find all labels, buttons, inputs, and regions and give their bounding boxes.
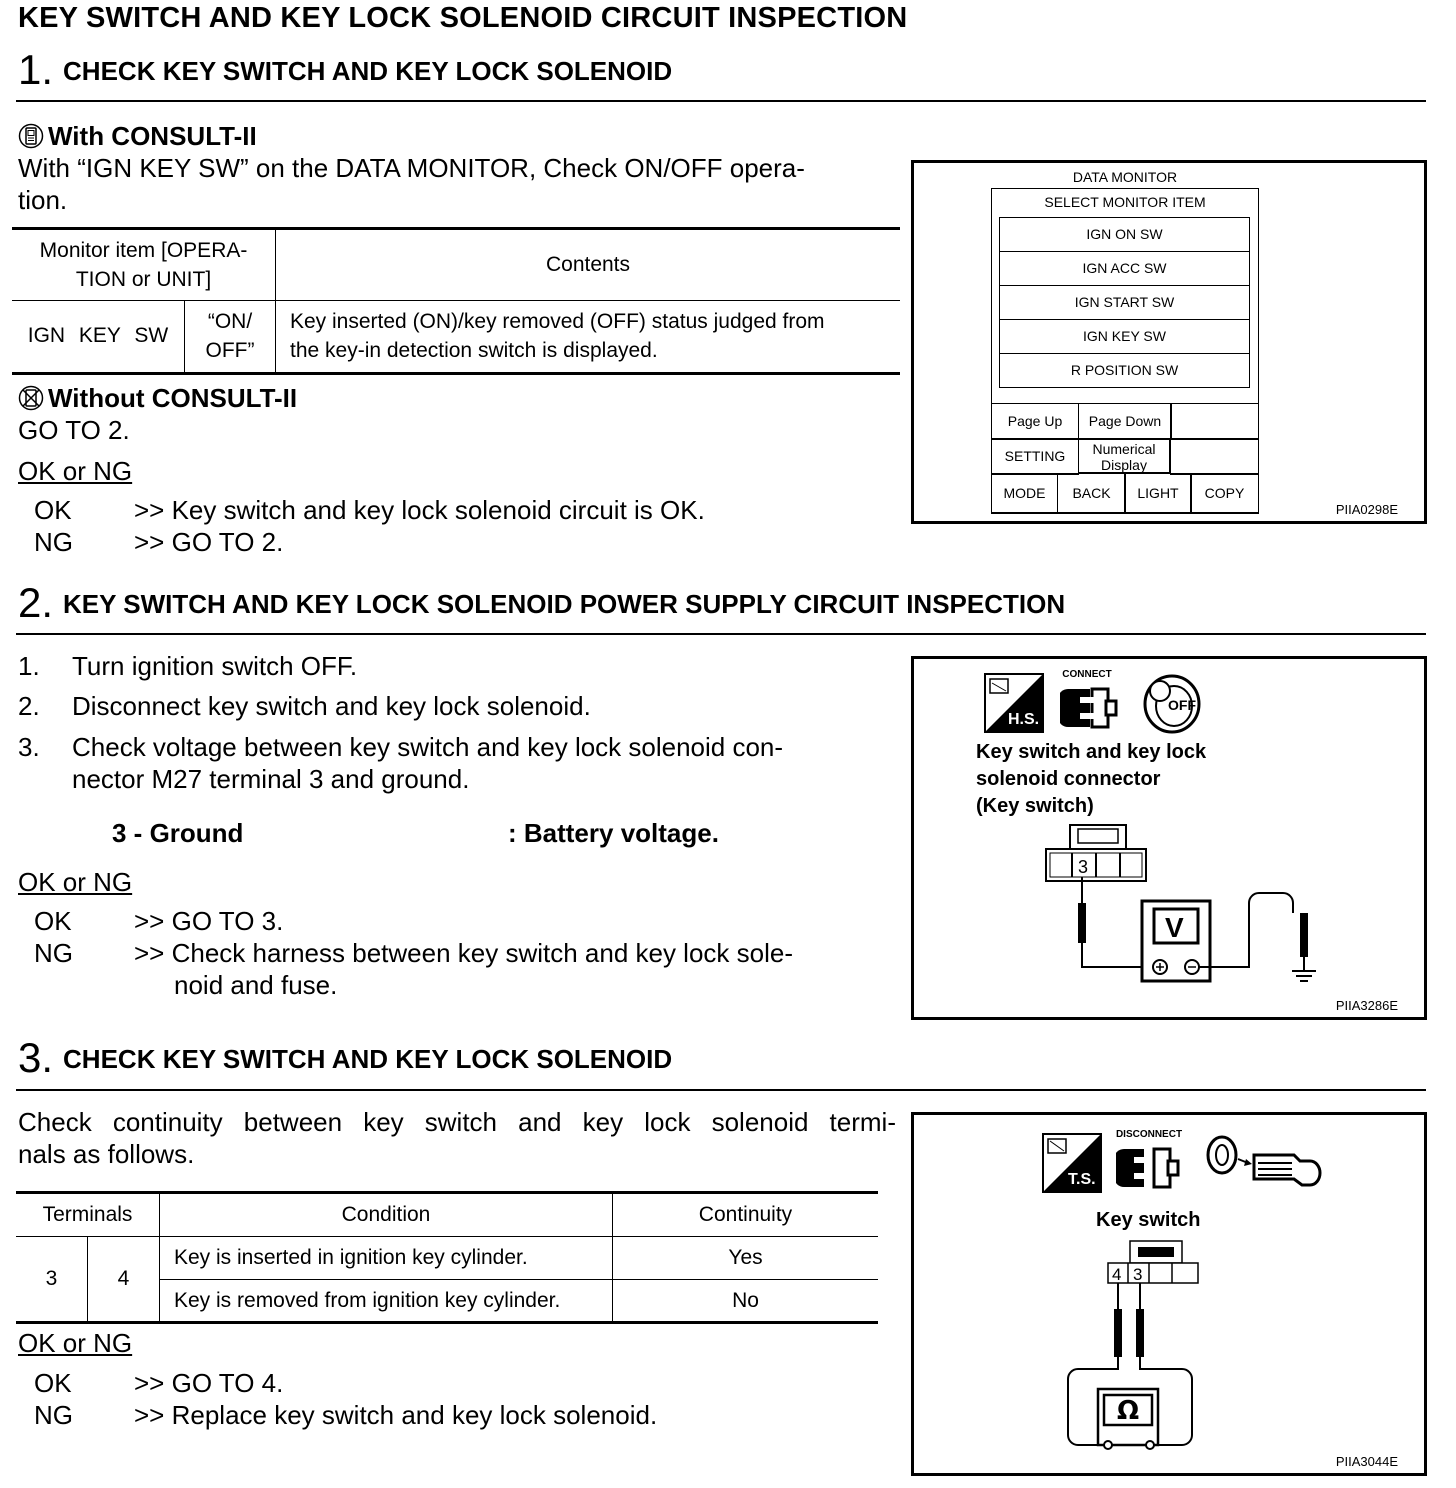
continuity-no-cell: No (613, 1279, 879, 1322)
table3-bottom-rule (16, 1321, 878, 1324)
mode-button: MODE (992, 473, 1058, 513)
figure-code: PIIA3286E (1335, 998, 1398, 1013)
goto-2-text: GO TO 2. (18, 415, 130, 445)
list-item: IGN KEY SW (999, 320, 1250, 354)
monitor-item-header: Monitor item [OPERA- TION or UNIT] (12, 230, 276, 300)
on-off-cell: “ON/ OFF” (185, 300, 276, 372)
step3-text-line2: nals as follows. (18, 1139, 195, 1169)
continuity-wiring-diagram (1054, 1237, 1254, 1459)
step2-item-2: 2. Disconnect key switch and key lock solenoid. (18, 691, 591, 721)
light-button: LIGHT (1124, 473, 1192, 513)
table-header-row (16, 1194, 878, 1236)
select-monitor-item-label: SELECT MONITOR ITEM (1044, 194, 1206, 210)
step2-heading-text: KEY SWITCH AND KEY LOCK SOLENOID POWER SUPPLY CIRCUIT INSPECTION (63, 589, 1066, 619)
with-consult-text-line1: With “IGN KEY SW” on the DATA MONITOR, Check ON/OFF opera- (18, 153, 805, 183)
step1-divider (16, 100, 1426, 102)
table-header-row (12, 230, 900, 300)
step3-divider (16, 1089, 1426, 1091)
terminal-4-cell: 4 (87, 1236, 159, 1322)
step2-item-3: 3. Check voltage between key switch and key lock solenoid con- (18, 732, 784, 762)
continuity-header: Continuity (613, 1194, 879, 1236)
connect-icon: CONNECT (1056, 669, 1126, 735)
terminal-3-cell: 3 (16, 1236, 87, 1322)
step3-heading-text: CHECK KEY SWITCH AND KEY LOCK SOLENOID (63, 1044, 673, 1074)
list-item: IGN ACC SW (999, 252, 1250, 286)
table-row (16, 1236, 878, 1279)
step2-number: 2. (18, 579, 54, 626)
connector-label: Key switch and key lock solenoid connector (Key switch) (976, 741, 1207, 817)
ok-result: OK >> GO TO 3. (34, 906, 284, 936)
monitor-item-list (999, 217, 1250, 388)
ok-or-ng-label: OK or NG (18, 1328, 133, 1358)
empty-button (1170, 438, 1258, 475)
ts-icon: T.S. (1042, 1133, 1102, 1193)
svg-text:Ω: Ω (1117, 1396, 1140, 1426)
spec-label: 3 - Ground (112, 818, 244, 848)
figure-code: PIIA3044E (1335, 1454, 1398, 1469)
ign-key-sw-cell: IGN KEY SW (12, 300, 185, 372)
list-item: R POSITION SW (999, 354, 1250, 388)
continuity-check-figure (911, 1112, 1427, 1476)
ng-result: NG >> Check harness between key switch and key lock sole- (34, 938, 794, 968)
step2-item-3-continued: nector M27 terminal 3 and ground. (72, 764, 470, 794)
list-item: IGN START SW (999, 286, 1250, 320)
contents-cell: Key inserted (ON)/key removed (OFF) status judged from the key-in detection switch is displayed. (276, 300, 901, 372)
setting-button: SETTING (992, 438, 1079, 475)
step2-item-1: 1. Turn ignition switch OFF. (18, 651, 358, 681)
ignition-off-icon: OFF (1140, 673, 1204, 735)
ok-result: OK >> GO TO 4. (34, 1368, 284, 1398)
ng-result: NG >> GO TO 2. (34, 527, 284, 557)
page-title: KEY SWITCH AND KEY LOCK SOLENOID CIRCUIT INSPECTION (18, 2, 908, 34)
disconnect-icon: DISCONNECT (1110, 1129, 1200, 1195)
step1-number: 1. (18, 46, 54, 93)
continuity-table (16, 1194, 878, 1322)
contents-header: Contents (276, 230, 901, 300)
step3-text-line1: Check continuity between key switch and key lock solenoid termi- (18, 1107, 896, 1137)
with-consult-heading: With CONSULT-II (18, 120, 257, 152)
key-switch-label: Key switch (1096, 1209, 1201, 1231)
data-monitor-title: DATA MONITOR (1072, 169, 1178, 185)
copy-button: COPY (1190, 473, 1258, 513)
empty-button (1170, 403, 1258, 440)
ok-result: OK >> Key switch and key lock solenoid circuit is OK. (34, 495, 705, 525)
page-up-button: Page Up (992, 403, 1079, 440)
no-consult-icon (18, 385, 44, 411)
svg-text:3: 3 (1078, 857, 1089, 877)
terminals-header: Terminals (16, 1194, 160, 1236)
ng-result: NG >> Replace key switch and key lock solenoid. (34, 1400, 658, 1430)
condition-inserted-cell: Key is inserted in ignition key cylinder. (160, 1236, 613, 1279)
step2-divider (16, 633, 1426, 635)
step3-number: 3. (18, 1034, 54, 1081)
figure-code: PIIA0298E (1335, 502, 1398, 517)
condition-header: Condition (160, 1194, 613, 1236)
data-monitor-figure (911, 160, 1427, 524)
with-consult-text-line2: tion. (18, 185, 68, 215)
svg-text:V: V (1165, 912, 1184, 943)
step1-heading (18, 46, 672, 94)
step2-heading (18, 579, 1065, 627)
numerical-display-button: Numerical Display (1078, 438, 1170, 473)
without-consult-heading: Without CONSULT-II (18, 382, 297, 414)
monitor-item-table (12, 230, 900, 372)
condition-removed-cell: Key is removed from ignition key cylinder. (160, 1279, 613, 1322)
page-down-button: Page Down (1078, 403, 1172, 440)
ok-or-ng-label: OK or NG (18, 867, 133, 897)
hs-icon: H.S. (984, 673, 1044, 733)
step1-heading-text: CHECK KEY SWITCH AND KEY LOCK SOLENOID (63, 56, 673, 86)
svg-text:3: 3 (1133, 1265, 1143, 1284)
voltage-check-figure (911, 656, 1427, 1020)
consult-icon (18, 123, 44, 149)
monitor-screen (991, 188, 1259, 514)
list-item: IGN ON SW (999, 217, 1250, 252)
ok-or-ng-label: OK or NG (18, 456, 133, 486)
step3-heading (18, 1034, 672, 1082)
voltage-wiring-diagram (1014, 819, 1344, 999)
back-button: BACK (1057, 473, 1126, 513)
continuity-yes-cell: Yes (613, 1236, 879, 1279)
key-removed-icon (1204, 1133, 1324, 1197)
table1-bottom-rule (12, 372, 900, 375)
ng-result-continued: noid and fuse. (174, 970, 338, 1000)
spec-value: : Battery voltage. (508, 818, 719, 848)
svg-text:4: 4 (1112, 1265, 1122, 1284)
table-row (12, 300, 900, 372)
